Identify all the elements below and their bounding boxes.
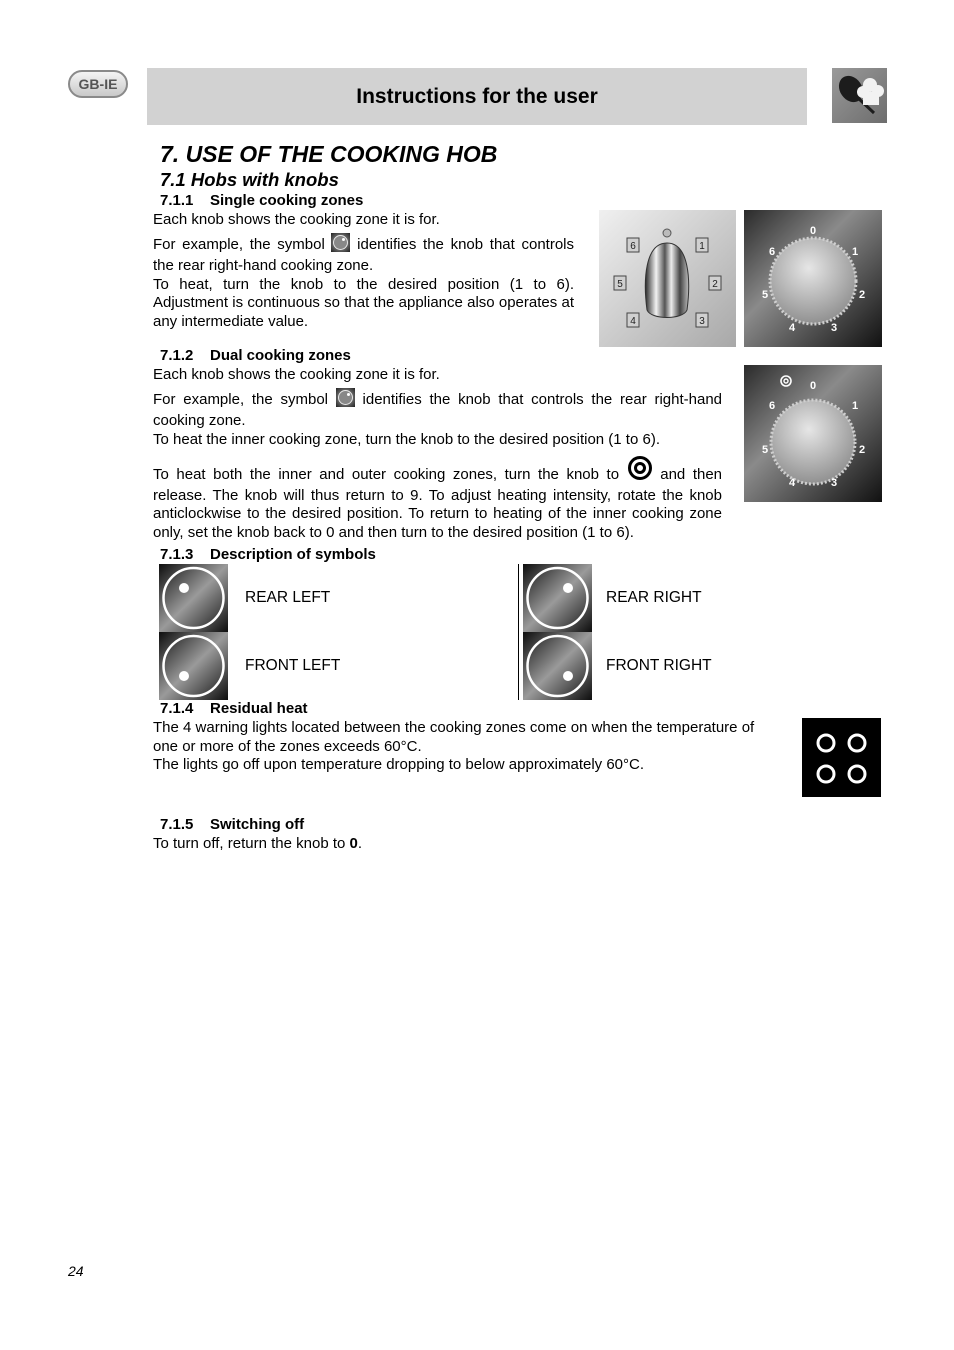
heat-instructions-text: To heat, turn the knob to the desired position (1 to 6). Adjustment is continuous so that the appliance also operates at any intermediate value. bbox=[153, 275, 574, 330]
dual-intro-text: Each knob shows the cooking zone it is for. bbox=[153, 366, 440, 383]
round-knob-image bbox=[744, 210, 882, 347]
subsection-7-1-1-heading: 7.1.1 Single cooking zones bbox=[160, 192, 364, 209]
dual-zone-knob-image bbox=[744, 365, 882, 502]
subsection-7-1-4-body bbox=[153, 719, 783, 775]
knob-number-2: 2 bbox=[712, 279, 718, 290]
dual-zone-symbol-icon bbox=[627, 455, 653, 487]
knob-number-6: 6 bbox=[768, 246, 776, 258]
knob-number-4: 4 bbox=[630, 316, 636, 327]
language-badge: GB-IE bbox=[68, 70, 128, 98]
knob-number-3: 3 bbox=[699, 316, 705, 327]
rear-right-symbol-icon bbox=[523, 564, 592, 637]
knob-number-0: 0 bbox=[809, 380, 817, 392]
subsection-7-1-3-heading: 7.1.3 Description of symbols bbox=[160, 546, 376, 563]
warning-lights-text: The 4 warning lights located between the cooking zones come on when the temperature of one or more of the zones exceeds 60°C. bbox=[153, 719, 755, 755]
subsection-7-1-2-heading: 7.1.2 Dual cooking zones bbox=[160, 347, 351, 364]
dual-symbol-example-text: For example, the symbol identifies the knob that controls the rear right-hand cooking zone. bbox=[153, 388, 722, 431]
knob-intro-text: Each knob shows the cooking zone it is for. bbox=[153, 211, 440, 228]
knob-number-5: 5 bbox=[617, 279, 623, 290]
knob-number-1: 1 bbox=[851, 246, 859, 258]
control-knob-image bbox=[599, 210, 736, 347]
knob-number-6: 6 bbox=[768, 400, 776, 412]
knob-number-1: 1 bbox=[851, 400, 859, 412]
knob-number-6: 6 bbox=[630, 241, 636, 252]
both-zones-text: To heat both the inner and outer cooking zones, turn the knob to and then release. The knob will thus return to 9. To adjust heating intensity, rotate the knob anticlockwise to the desired position. To return to heating of the inner cooking zone only, set the knob back to 0 and then turn to the desired position (1 to 6). bbox=[153, 455, 722, 542]
front-right-label: FRONT RIGHT bbox=[606, 657, 712, 674]
rear-right-zone-icon bbox=[331, 233, 350, 258]
switching-off-text: To turn off, return the knob to 0. bbox=[153, 835, 363, 852]
subsection-7-1-1-body bbox=[153, 211, 574, 331]
knob-number-4: 4 bbox=[788, 477, 796, 489]
inner-zone-text: To heat the inner cooking zone, turn the knob to the desired position (1 to 6). bbox=[153, 430, 660, 448]
symbol-example-text: For example, the symbol identifies the knob that controls the rear right-hand cooking zone. bbox=[153, 233, 574, 276]
knob-number-2: 2 bbox=[858, 444, 866, 456]
front-right-symbol-icon bbox=[523, 632, 592, 705]
knob-number-1: 1 bbox=[699, 241, 705, 252]
rear-right-label: REAR RIGHT bbox=[606, 589, 702, 606]
rear-right-zone-icon bbox=[336, 388, 355, 413]
knob-number-4: 4 bbox=[788, 322, 796, 334]
knob-number-5: 5 bbox=[761, 444, 769, 456]
header-title: Instructions for the user bbox=[356, 84, 598, 108]
page-header bbox=[147, 68, 807, 125]
subsection-7-1-5-heading: 7.1.5 Switching off bbox=[160, 816, 305, 833]
knob-number-5: 5 bbox=[761, 289, 769, 301]
knob-number-0: 0 bbox=[809, 225, 817, 237]
chef-hat-icon bbox=[832, 68, 887, 123]
knob-number-3: 3 bbox=[830, 477, 838, 489]
subsection-7-1-4-heading: 7.1.4 Residual heat bbox=[160, 700, 308, 717]
section-subtitle: 7.1 Hobs with knobs bbox=[160, 169, 339, 190]
rear-left-symbol-icon bbox=[159, 564, 228, 637]
subsection-7-1-2-body bbox=[153, 366, 722, 542]
warning-lights-icon bbox=[802, 718, 881, 802]
knob-number-2: 2 bbox=[858, 289, 866, 301]
page-number: 24 bbox=[68, 1263, 84, 1279]
lights-off-text: The lights go off upon temperature dropping to below approximately 60°C. bbox=[153, 756, 645, 773]
front-left-label: FRONT LEFT bbox=[245, 657, 341, 674]
knob-number-3: 3 bbox=[830, 322, 838, 334]
column-divider bbox=[518, 564, 519, 700]
rear-left-label: REAR LEFT bbox=[245, 589, 331, 606]
front-left-symbol-icon bbox=[159, 632, 228, 705]
section-title: 7. USE OF THE COOKING HOB bbox=[160, 141, 498, 167]
